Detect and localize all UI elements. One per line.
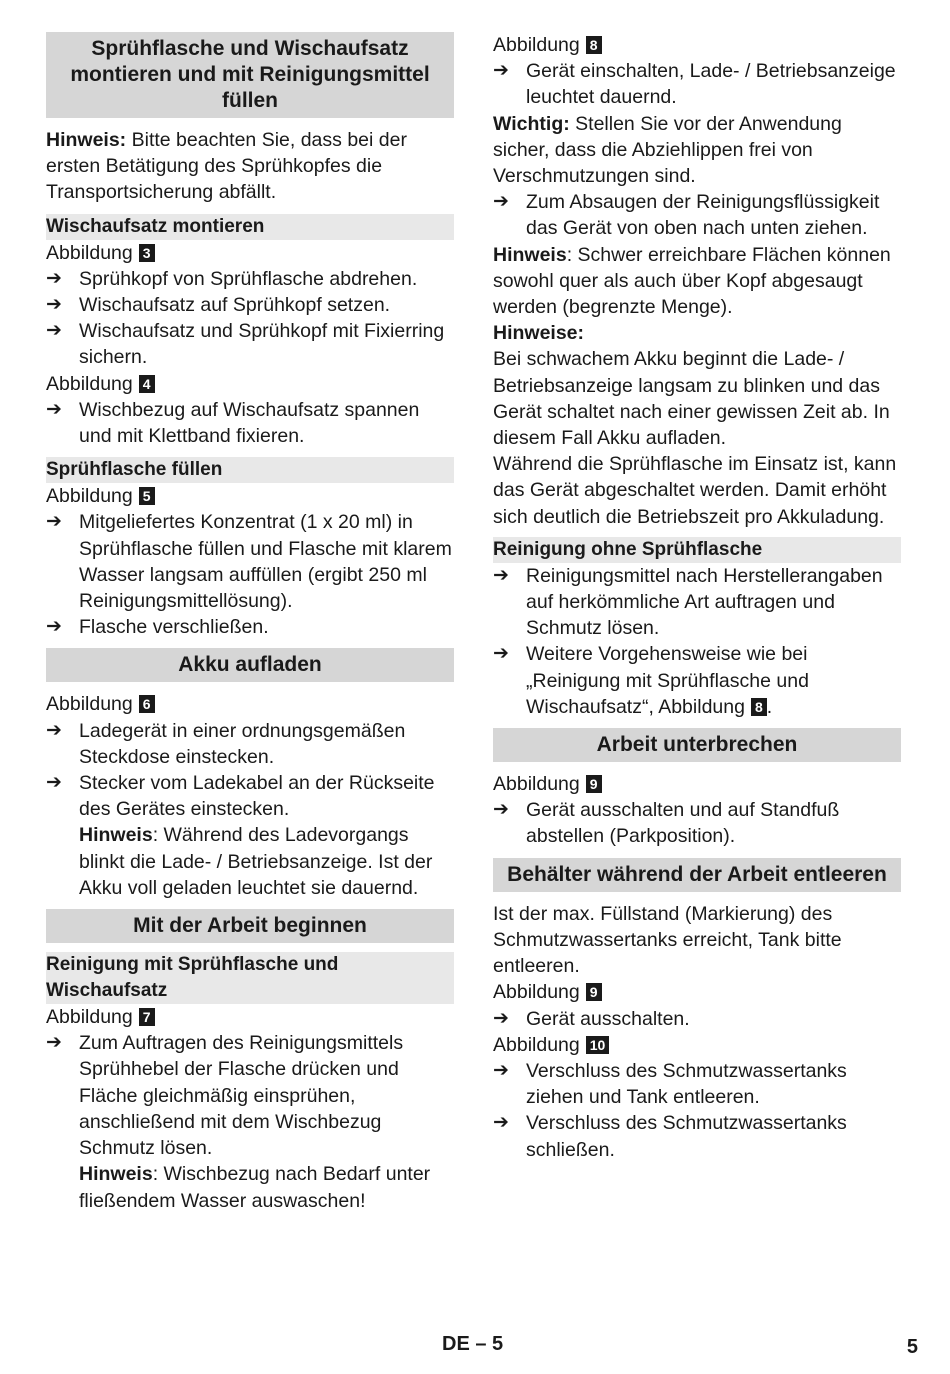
note-label: Hinweis:: [46, 129, 127, 151]
list-item-text: Zum Auftragen des Reinigungsmittels Sprühhebel der Flasche drücken und Fläche gleichmäßig einsprühen, anschließend mit dem Wischbezug Schmutz lösen.: [79, 1032, 404, 1160]
figure-number-badge: 8: [586, 36, 602, 54]
list-item-text: Ladegerät in einer ordnungsgemäßen Steckdose einstecken.: [79, 719, 406, 768]
arrow-right-icon: ➔: [493, 1112, 509, 1134]
figure-number-badge: 10: [586, 1036, 610, 1054]
note-paragraph: [46, 822, 454, 901]
figure-ref: [493, 32, 901, 58]
subheading-cleaning-without-bottle: Reinigung ohne Sprühflasche: [493, 537, 901, 563]
list-item: [493, 1058, 901, 1110]
list-item-text: Wischbezug auf Wischaufsatz spannen und mit Klettband fixieren.: [79, 398, 420, 448]
list-item: [46, 318, 454, 370]
figure-ref: [46, 483, 454, 509]
list-item: [46, 509, 454, 614]
figure-label: Abbildung: [493, 34, 580, 56]
subheading-fill-bottle: Sprühflasche füllen: [46, 457, 454, 483]
arrow-right-icon: ➔: [46, 320, 62, 342]
list-item-text: Wischaufsatz und Sprühkopf mit Fixierring sichern.: [79, 320, 445, 369]
subheading-wiping-attachment: Wischaufsatz montieren: [46, 214, 454, 240]
figure-number-badge: 5: [139, 487, 155, 505]
figure-number-badge: 3: [139, 244, 155, 262]
figure-number-badge: 8: [751, 698, 767, 716]
list-item: [493, 641, 901, 720]
section-heading-interrupt-work: Arbeit unterbrechen: [493, 728, 901, 762]
list-item: [493, 1110, 901, 1162]
note-paragraph: [46, 127, 454, 206]
figure-ref: [493, 1032, 901, 1058]
list-item: [493, 1006, 901, 1032]
list-item: [46, 1030, 454, 1161]
arrow-right-icon: ➔: [46, 719, 62, 741]
figure-ref: [493, 771, 901, 797]
figure-ref: [46, 240, 454, 266]
figure-ref: [46, 1004, 454, 1030]
arrow-right-icon: ➔: [493, 564, 509, 586]
note-paragraph: [493, 242, 901, 321]
arrow-right-icon: ➔: [493, 1007, 509, 1029]
arrow-right-icon: ➔: [46, 616, 62, 638]
list-item-text: Weitere Vorgehensweise wie bei „Reinigung mit Sprühflasche und Wischaufsatz“, Abbildung: [526, 643, 809, 718]
arrow-right-icon: ➔: [493, 60, 509, 82]
figure-number-badge: 7: [139, 1008, 155, 1026]
figure-label: Abbildung: [46, 485, 133, 508]
list-item-text: Gerät einschalten, Lade- / Betriebsanzeige leuchtet dauernd.: [526, 60, 896, 109]
note-label: Hinweis: [79, 1163, 153, 1186]
list-item: [493, 189, 901, 241]
important-label: Wichtig:: [493, 112, 570, 135]
figure-number-badge: 6: [139, 695, 155, 713]
subheading-cleaning-with-bottle: Reinigung mit Sprühflasche und Wischaufsatz: [46, 952, 454, 1004]
list-item-text: Mitgeliefertes Konzentrat (1 x 20 ml) in Sprühflasche füllen und Flasche mit klarem Wasser langsam auffüllen (ergibt 250 ml Reinigungsmittellösung).: [79, 511, 452, 613]
footer-page-code: DE – 5: [442, 1333, 504, 1355]
arrow-right-icon: ➔: [46, 294, 62, 316]
section-heading-start-work: Mit der Arbeit beginnen: [46, 909, 454, 943]
right-column: [493, 32, 901, 1163]
note-text: : Schwer erreichbare Flächen können sowohl quer als auch über Kopf abgesaugt werden (begrenzte Menge).: [493, 243, 891, 319]
figure-ref: [46, 371, 454, 397]
figure-ref: [46, 691, 454, 717]
arrow-right-icon: ➔: [46, 772, 62, 794]
list-item-end: .: [766, 695, 773, 718]
list-item-text: Wischaufsatz auf Sprühkopf setzen.: [79, 294, 391, 317]
list-item: [46, 718, 454, 770]
list-item: [46, 770, 454, 822]
figure-label: Abbildung: [493, 981, 580, 1004]
figure-label: Abbildung: [46, 241, 133, 264]
list-item: [46, 397, 454, 449]
list-item-text: Gerät ausschalten.: [526, 1007, 690, 1030]
note-label: Hinweis: [493, 243, 567, 266]
list-item: [493, 58, 901, 110]
list-item: [493, 797, 901, 849]
important-text: Stellen Sie vor der Anwendung sicher, dass die Abziehlippen frei von Verschmutzungen sind.: [493, 112, 842, 188]
arrow-right-icon: ➔: [46, 267, 62, 289]
list-item-text: Verschluss des Schmutzwassertanks schließen.: [526, 1112, 847, 1161]
section-heading-empty-tank: Behälter während der Arbeit entleeren: [493, 858, 901, 892]
arrow-right-icon: ➔: [493, 643, 509, 665]
figure-label: Abbildung: [46, 372, 133, 395]
list-item: [46, 614, 454, 640]
figure-label: Abbildung: [493, 1033, 580, 1056]
arrow-right-icon: ➔: [493, 1059, 509, 1081]
figure-ref: [493, 979, 901, 1005]
figure-number-badge: 4: [139, 375, 155, 393]
notes-title: Hinweise:: [493, 322, 585, 345]
list-item-text: Reinigungsmittel nach Herstellerangaben auf herkömmliche Art auftragen und Schmutz lösen.: [526, 564, 883, 640]
list-item: [493, 563, 901, 642]
arrow-right-icon: ➔: [493, 191, 509, 213]
notes-paragraph: Bei schwachem Akku beginnt die Lade- / Betriebsanzeige langsam zu blinken und das Gerät schaltet nach einer gewissen Zeit ab. In diesem Fall Akku aufladen.: [493, 348, 890, 450]
note-text: : Wischbezug nach Bedarf unter fließendem Wasser auswaschen!: [79, 1163, 431, 1212]
notes-paragraph: Während die Sprühflasche im Einsatz ist, kann das Gerät abgeschaltet werden. Damit erhöht sich deutlich die Betriebszeit pro Akkuladung.: [493, 453, 897, 528]
list-item-text: Stecker vom Ladekabel an der Rückseite des Gerätes einstecken.: [79, 772, 435, 821]
figure-label: Abbildung: [46, 1006, 133, 1029]
figure-number-badge: 9: [586, 775, 602, 793]
list-item: [46, 266, 454, 292]
note-text: : Während des Ladevorgangs blinkt die Lade- / Betriebsanzeige. Ist der Akku voll geladen leuchtet sie dauernd.: [79, 824, 433, 899]
list-item: [46, 292, 454, 318]
note-label: Hinweis: [79, 824, 153, 847]
arrow-right-icon: ➔: [46, 398, 62, 420]
section-heading-assembly: Sprühflasche und Wischaufsatz montieren und mit Reinigungsmittel füllen: [46, 32, 454, 118]
arrow-right-icon: ➔: [46, 511, 62, 533]
arrow-right-icon: ➔: [493, 799, 509, 821]
paragraph: Ist der max. Füllstand (Markierung) des Schmutzwassertanks erreicht, Tank bitte entleeren.: [493, 902, 842, 978]
list-item-text: Verschluss des Schmutzwassertanks ziehen und Tank entleeren.: [526, 1059, 847, 1109]
list-item-text: Sprühkopf von Sprühflasche abdrehen.: [79, 267, 418, 290]
list-item-text: Flasche verschließen.: [79, 616, 269, 639]
figure-label: Abbildung: [46, 693, 133, 716]
note-paragraph: [46, 1161, 454, 1213]
list-item-text: Zum Absaugen der Reinigungsflüssigkeit das Gerät von oben nach unten ziehen.: [526, 191, 880, 240]
section-heading-charge-battery: Akku aufladen: [46, 648, 454, 682]
footer-page-number: 5: [906, 1336, 918, 1358]
figure-number-badge: 9: [586, 983, 602, 1001]
note-text: Bitte beachten Sie, dass bei der ersten Betätigung des Sprühkopfes die Transportsicherung abfällt.: [46, 129, 407, 204]
arrow-right-icon: ➔: [46, 1032, 62, 1054]
figure-label: Abbildung: [493, 773, 580, 796]
important-paragraph: [493, 111, 901, 190]
left-column: [46, 32, 454, 1214]
list-item-text: Gerät ausschalten und auf Standfuß abstellen (Parkposition).: [526, 799, 840, 848]
